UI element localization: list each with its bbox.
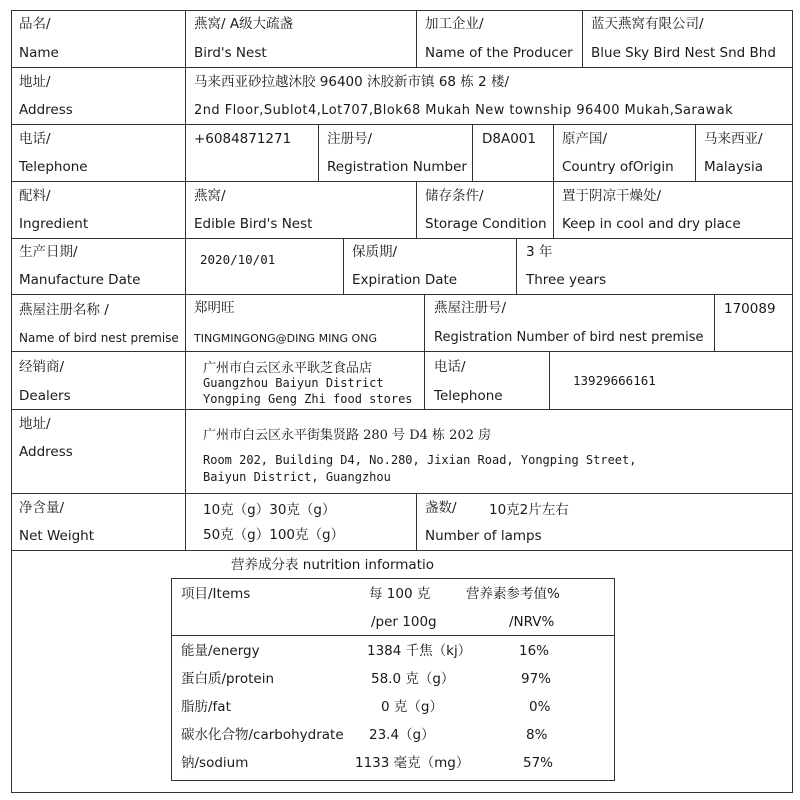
net-weight-line-2: 50克（g）100克（g） [203, 527, 345, 543]
dealer-address-en-2: Baiyun District, Guangzhou [203, 470, 391, 484]
nutrition-row-nrv: 8% [526, 727, 548, 743]
row-divider [11, 67, 793, 68]
dealer-name-en-1: Guangzhou Baiyun District [203, 376, 384, 390]
dealer-address-label-cn: 地址/ [19, 416, 51, 432]
net-weight-line-1: 10克（g）30克（g） [203, 502, 336, 518]
premise-name-label-cn: 燕屋注册名称 / [19, 302, 109, 318]
premise-name-value-cn: 郑明旺 [194, 300, 235, 316]
origin-label-en: Country ofOrigin [562, 159, 674, 175]
ingredient-value-en: Edible Bird's Nest [194, 216, 313, 232]
lamps-label-en: Number of lamps [425, 528, 542, 544]
nutrition-header-nrv-cn: 营养素参考值% [466, 586, 560, 602]
telephone-label-en: Telephone [19, 159, 88, 175]
nutrition-row-name: 能量/energy [181, 643, 260, 659]
column-divider [553, 124, 554, 181]
row-divider [11, 409, 793, 410]
net-weight-label-en: Net Weight [19, 528, 95, 544]
column-divider [343, 238, 344, 294]
address-label-cn: 地址/ [19, 74, 51, 90]
row-divider [11, 238, 793, 239]
column-divider [416, 181, 417, 238]
lamps-value: 10克2片左右 [489, 502, 569, 518]
producer-label-en: Name of the Producer [425, 45, 573, 61]
expiration-label-cn: 保质期/ [352, 244, 398, 260]
storage-label-en: Storage Condition [425, 216, 547, 232]
expiration-value-en: Three years [526, 272, 607, 288]
origin-label-cn: 原产国/ [562, 131, 608, 147]
dealer-address-label-en: Address [19, 444, 73, 460]
row-divider [11, 550, 793, 551]
registration-label-cn: 注册号/ [327, 131, 373, 147]
nutrition-row-nrv: 16% [519, 643, 550, 659]
row-divider [11, 124, 793, 125]
column-divider [695, 124, 696, 181]
dealer-label-cn: 经销商/ [19, 359, 65, 375]
nutrition-title: 营养成分表 nutrition informatio [231, 557, 435, 573]
manufacture-date-label-en: Manufacture Date [19, 272, 141, 288]
row-divider [11, 493, 793, 494]
nutrition-header-nrv-en: /NRV% [509, 614, 555, 630]
product-name-label-cn: 品名/ [19, 16, 51, 32]
nutrition-row-name: 碳水化合物/carbohydrate [181, 727, 344, 743]
dealer-telephone-label-en: Telephone [434, 388, 503, 404]
dealer-telephone-value: 13929666161 [573, 373, 656, 388]
premise-reg-label-cn: 燕屋注册号/ [434, 300, 507, 316]
ingredient-label-cn: 配料/ [19, 188, 51, 204]
nutrition-row-nrv: 97% [521, 671, 552, 687]
row-divider [11, 351, 793, 352]
manufacture-date-value: 2020/10/01 [200, 252, 276, 267]
nutrition-row-amount: 0 克（g） [381, 699, 443, 715]
column-divider [553, 181, 554, 238]
producer-address-cn: 马来西亚砂拉越沐胶 96400 沐胶新市镇 68 栋 2 楼/ [194, 74, 510, 90]
registration-value: D8A001 [482, 131, 536, 147]
expiration-label-en: Expiration Date [352, 272, 458, 288]
nutrition-header-item: 项目/Items [181, 586, 251, 602]
origin-value-cn: 马来西亚/ [704, 131, 763, 147]
ingredient-label-en: Ingredient [19, 216, 89, 232]
column-divider [472, 124, 473, 181]
dealer-label-en: Dealers [19, 388, 71, 404]
nutrition-header-divider [171, 635, 615, 636]
storage-label-cn: 储存条件/ [425, 188, 484, 204]
telephone-label-cn: 电话/ [19, 131, 51, 147]
producer-name-en: Blue Sky Bird Nest Snd Bhd [591, 45, 776, 61]
nutrition-row-amount: 1384 千焦（kj） [367, 643, 472, 659]
column-divider [516, 238, 517, 294]
column-divider [318, 124, 319, 181]
column-divider [424, 294, 425, 351]
registration-label-en: Registration Number [327, 159, 467, 175]
ingredient-value-cn: 燕窝/ [194, 188, 226, 204]
column-divider [549, 351, 550, 409]
nutrition-row-amount: 23.4（g） [369, 727, 435, 743]
manufacture-date-label-cn: 生产日期/ [19, 244, 78, 260]
nutrition-row-amount: 58.0 克（g） [371, 671, 455, 687]
storage-value-cn: 置于阴凉干燥处/ [562, 188, 662, 204]
premise-name-label-en: Name of bird nest premise [19, 331, 179, 345]
product-name-cn: 燕窝/ A级大疏盏 [194, 16, 294, 32]
nutrition-row-nrv: 0% [529, 699, 551, 715]
column-divider [185, 10, 186, 550]
column-divider [424, 351, 425, 409]
premise-name-value-en: TINGMINGONG@DING MING ONG [194, 332, 377, 345]
product-name-label-en: Name [19, 45, 59, 61]
row-divider [11, 181, 793, 182]
nutrition-row-name: 钠/sodium [181, 755, 249, 771]
dealer-address-cn: 广州市白云区永平街集贤路 280 号 D4 栋 202 房 [203, 428, 492, 443]
dealer-name-en-2: Yongping Geng Zhi food stores [203, 392, 413, 406]
producer-address-en: 2nd Floor,Sublot4,Lot707,Blok68 Mukah New township 96400 Mukah,Sarawak [194, 103, 734, 118]
nutrition-header-per-cn: 每 100 克 [369, 586, 431, 602]
premise-reg-value: 170089 [724, 301, 776, 317]
net-weight-label-cn: 净含量/ [19, 500, 65, 516]
storage-value-en: Keep in cool and dry place [562, 216, 741, 232]
nutrition-row-name: 蛋白质/protein [181, 671, 275, 687]
column-divider [416, 10, 417, 67]
column-divider [416, 493, 417, 550]
origin-value-en: Malaysia [704, 159, 763, 175]
column-divider [582, 10, 583, 67]
nutrition-row-nrv: 57% [523, 755, 554, 771]
producer-label-cn: 加工企业/ [425, 16, 484, 32]
dealer-name-cn: 广州市白云区永平耿芝食品店 [203, 361, 373, 376]
nutrition-row-amount: 1133 毫克（mg） [355, 755, 470, 771]
premise-reg-label-en: Registration Number of bird nest premise [434, 330, 704, 345]
product-name-en: Bird's Nest [194, 45, 267, 61]
row-divider [11, 294, 793, 295]
dealer-telephone-label-cn: 电话/ [434, 359, 466, 375]
lamps-label-cn: 盏数/ [425, 500, 457, 516]
expiration-value-cn: 3 年 [526, 244, 553, 260]
column-divider [714, 294, 715, 351]
nutrition-row-name: 脂肪/fat [181, 699, 231, 715]
telephone-value: +6084871271 [194, 131, 292, 147]
address-label-en: Address [19, 102, 73, 118]
dealer-address-en-1: Room 202, Building D4, No.280, Jixian Road, Yongping Street, [203, 453, 637, 467]
producer-name-cn: 蓝天燕窝有限公司/ [591, 16, 704, 32]
nutrition-header-per-en: /per 100g [371, 614, 437, 630]
